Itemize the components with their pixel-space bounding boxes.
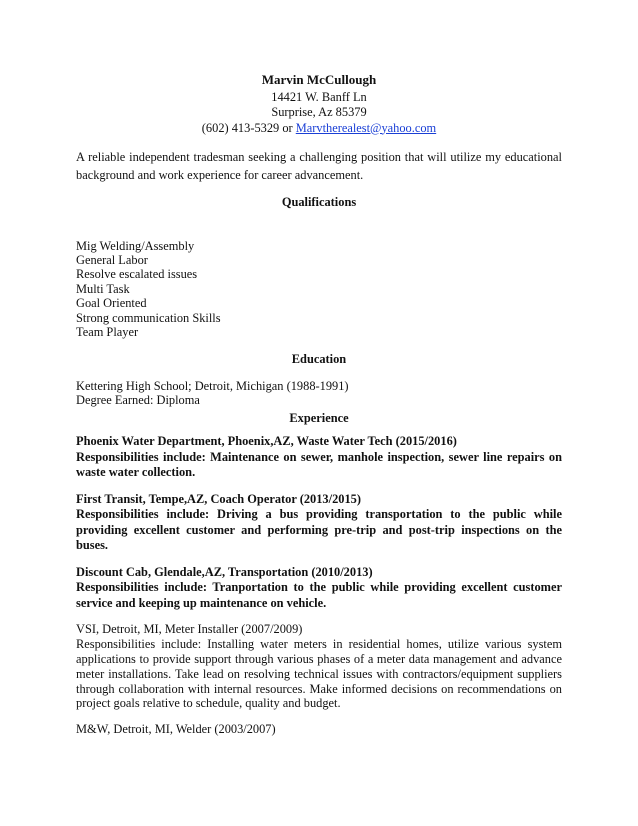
education-heading: Education [291, 352, 347, 367]
qualification-item: Strong communication Skills [76, 310, 221, 325]
qualification-item: General Labor [76, 252, 148, 267]
job-heading: M&W, Detroit, MI, Welder (2003/2007) [76, 722, 276, 737]
job-heading: First Transit, Tempe,AZ, Coach Operator (2013/2015) [76, 491, 361, 506]
qualification-item: Goal Oriented [76, 296, 147, 311]
experience-heading: Experience [289, 410, 349, 425]
job-details: Responsibilities include: Maintenance on sewer, manhole inspection, sewer line repairs on waste water collection. [76, 449, 562, 480]
qualifications-list [76, 239, 562, 340]
qualifications-heading: Qualifications [281, 195, 357, 209]
qualification-item: Resolve escalated issues [76, 267, 198, 282]
phone-email-line [76, 121, 562, 137]
job-heading: VSI, Detroit, MI, Meter Installer (2007/2009) [76, 622, 303, 637]
job-entry [76, 565, 562, 612]
qualification-item: Team Player [76, 324, 139, 339]
job-entry [76, 492, 562, 554]
school-line: Kettering High School; Detroit, Michigan (1988-1991) [76, 378, 349, 393]
resume-page [76, 72, 562, 737]
objective-statement: A reliable independent tradesman seeking a challenging position that will utilize my educational background and work experience for career advancement. [76, 150, 562, 182]
job-entry [76, 434, 562, 481]
applicant-name: Marvin McCullough [261, 72, 377, 87]
phone-number: (602) 413-5329 or [201, 120, 296, 135]
email-link[interactable]: Marvtherealest@yahoo.com [295, 120, 437, 135]
job-entry [76, 722, 562, 737]
education-entry [76, 379, 562, 408]
job-details: Responsibilities include: Tranportation to the public while providing excellent customer service and keeping up maintenance on vehicle. [76, 580, 562, 610]
street-address: 14421 W. Banff Ln [271, 89, 367, 104]
job-heading: Discount Cab, Glendale,AZ, Transportation (2010/2013) [76, 564, 373, 579]
job-details: Responsibilities include: Driving a bus providing transportation to the public while providing excellent customer and performing pre-trip and post-trip inspections on the buses. [76, 507, 562, 553]
qualification-item: Multi Task [76, 281, 130, 296]
contact-header [76, 72, 562, 136]
city-state-zip: Surprise, Az 85379 [271, 105, 367, 119]
qualification-item: Mig Welding/Assembly [76, 238, 195, 253]
job-heading: Phoenix Water Department, Phoenix,AZ, Waste Water Tech (2015/2016) [76, 434, 457, 449]
job-details: Responsibilities include: Installing water meters in residential homes, utilize various system applications to provide support through various phases of a meter data management and advance meter installations. Take lead on resolving technical issues with contractors/equipment suppliers through collaboration with internal resources. Make informed decisions on recommendations on project goals relative to schedule, quality and budget. [76, 637, 562, 711]
degree-line: Degree Earned: Diploma [76, 393, 200, 408]
job-entry [76, 622, 562, 711]
